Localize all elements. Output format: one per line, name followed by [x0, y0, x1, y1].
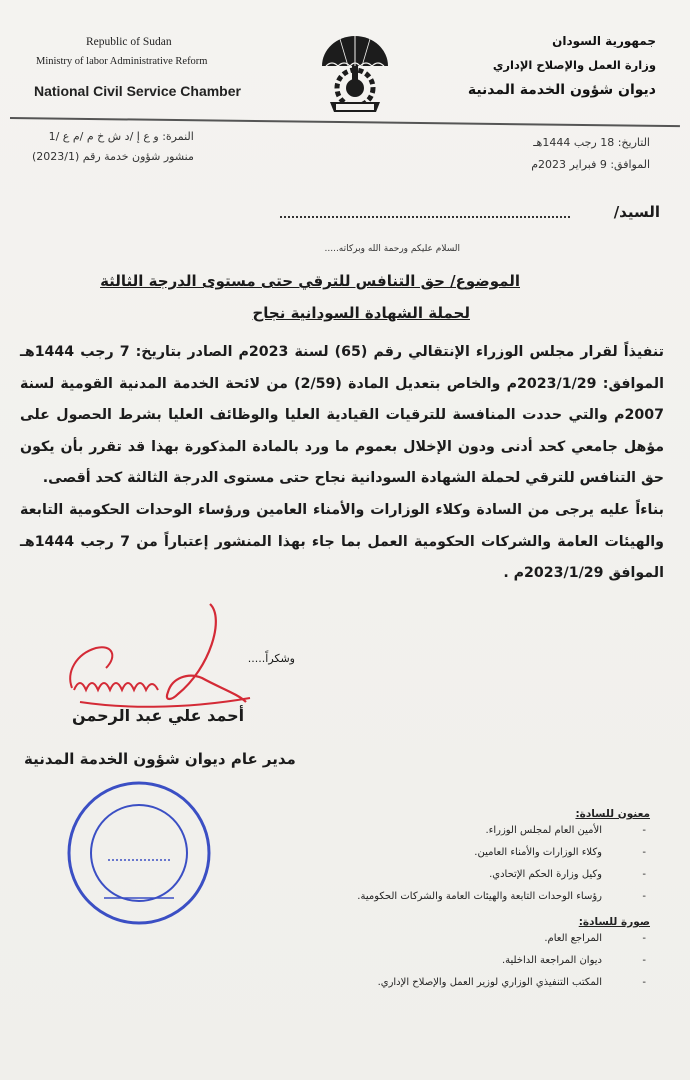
- en-ministry: Ministry of labor Administrative Reform: [36, 56, 208, 67]
- list-item: رؤساء الوحدات التابعة والهيئات العامة والشركات الحكومية. -: [330, 886, 650, 908]
- letter-body: [20, 337, 664, 590]
- list-item: المكتب التنفيذي الوزاري لوزير العمل والإصلاح الإداري. -: [330, 972, 650, 994]
- en-chamber: National Civil Service Chamber: [34, 83, 241, 99]
- ar-ministry: وزارة العمل والإصلاح الإداري: [492, 58, 656, 72]
- ar-chamber: ديوان شؤون الخدمة المدنية: [467, 82, 656, 98]
- signer-name: أحمد علي عبد الرحمن: [72, 706, 245, 725]
- reference-block: [32, 127, 194, 167]
- list-item: الأمين العام لمجلس الوزراء. -: [330, 820, 650, 842]
- header-divider: [10, 117, 680, 127]
- circular-number: منشور شؤون خدمة رقم (2023/1): [32, 150, 194, 163]
- list-item: المراجع العام. -: [330, 928, 650, 950]
- addressee-label: السيد/: [613, 203, 660, 221]
- list-item: وكيل وزارة الحكم الإتحادي. -: [330, 864, 650, 886]
- handwritten-signature: [60, 598, 260, 718]
- reference-number: النمرة: و ع إ /د ش خ م /م ع /1: [48, 130, 194, 143]
- en-country: Republic of Sudan: [86, 36, 172, 48]
- ar-country: جمهورية السودان: [552, 34, 656, 48]
- distribution-to: [330, 808, 650, 908]
- distribution-to-heading: معنون للسادة:: [575, 808, 650, 820]
- thanks-text: وشكراً.....: [247, 652, 295, 665]
- list-item: وكلاء الوزارات والأمناء العامين. -: [330, 842, 650, 864]
- date-hijri: التاريخ: 18 رجب 1444هـ: [533, 136, 650, 149]
- addressee-dotted-line: [280, 210, 570, 218]
- distribution-cc: [330, 916, 650, 994]
- list-item: ديوان المراجعة الداخلية. -: [330, 950, 650, 972]
- greeting: السلام عليكم ورحمة الله وبركاته.....: [324, 244, 460, 254]
- chamber-logo-emblem: [316, 32, 394, 114]
- body-paragraph-1: تنفيذاً لقرار مجلس الوزراء الإنتقالي رقم (65) لسنة 2023م الصادر بتاريخ: 7 رجب 1444هـ الموافق: 2023/1/29م والخاص بتعديل المادة (2/59) من لائحة الخدمة المدنية القومية لسنة 2007م والتي حددت المنافسة للترقيات القيادية العليا والوظائف العليا بشرط الحصول على مؤهل جامعي كحد أدنى ودون الإخلال بعموم ما ورد بالمادة المذكورة بهذا قد تقرر بأن يكون حق التنافس للترقي لحملة الشهادة السودانية نجاح حتى مستوى الدرجة الثالثة كحد أقصى.: [20, 344, 664, 487]
- date-block: [531, 132, 650, 176]
- subject-line-2: لحملة الشهادة السودانية نجاح: [252, 304, 470, 322]
- signer-title: مدير عام ديوان شؤون الخدمة المدنية: [24, 750, 296, 768]
- distribution-cc-heading: صورة للسادة:: [578, 916, 650, 928]
- official-stamp: [64, 778, 214, 928]
- subject-line-1: الموضوع/ حق التنافس للترقي حتى مستوى الدرجة الثالثة: [100, 272, 520, 290]
- date-gregorian: الموافق: 9 فبراير 2023م: [531, 158, 650, 171]
- body-paragraph-2: بناءاً عليه يرجى من السادة وكلاء الوزارات والأمناء العامين ورؤساء الوحدات الحكومية التابعة والهيئات العامة والشركات الحكومية العمل بما جاء بهذا المنشور إعتباراً من 7 رجب 1444هـ الموافق 2023/1/29م .: [20, 501, 664, 582]
